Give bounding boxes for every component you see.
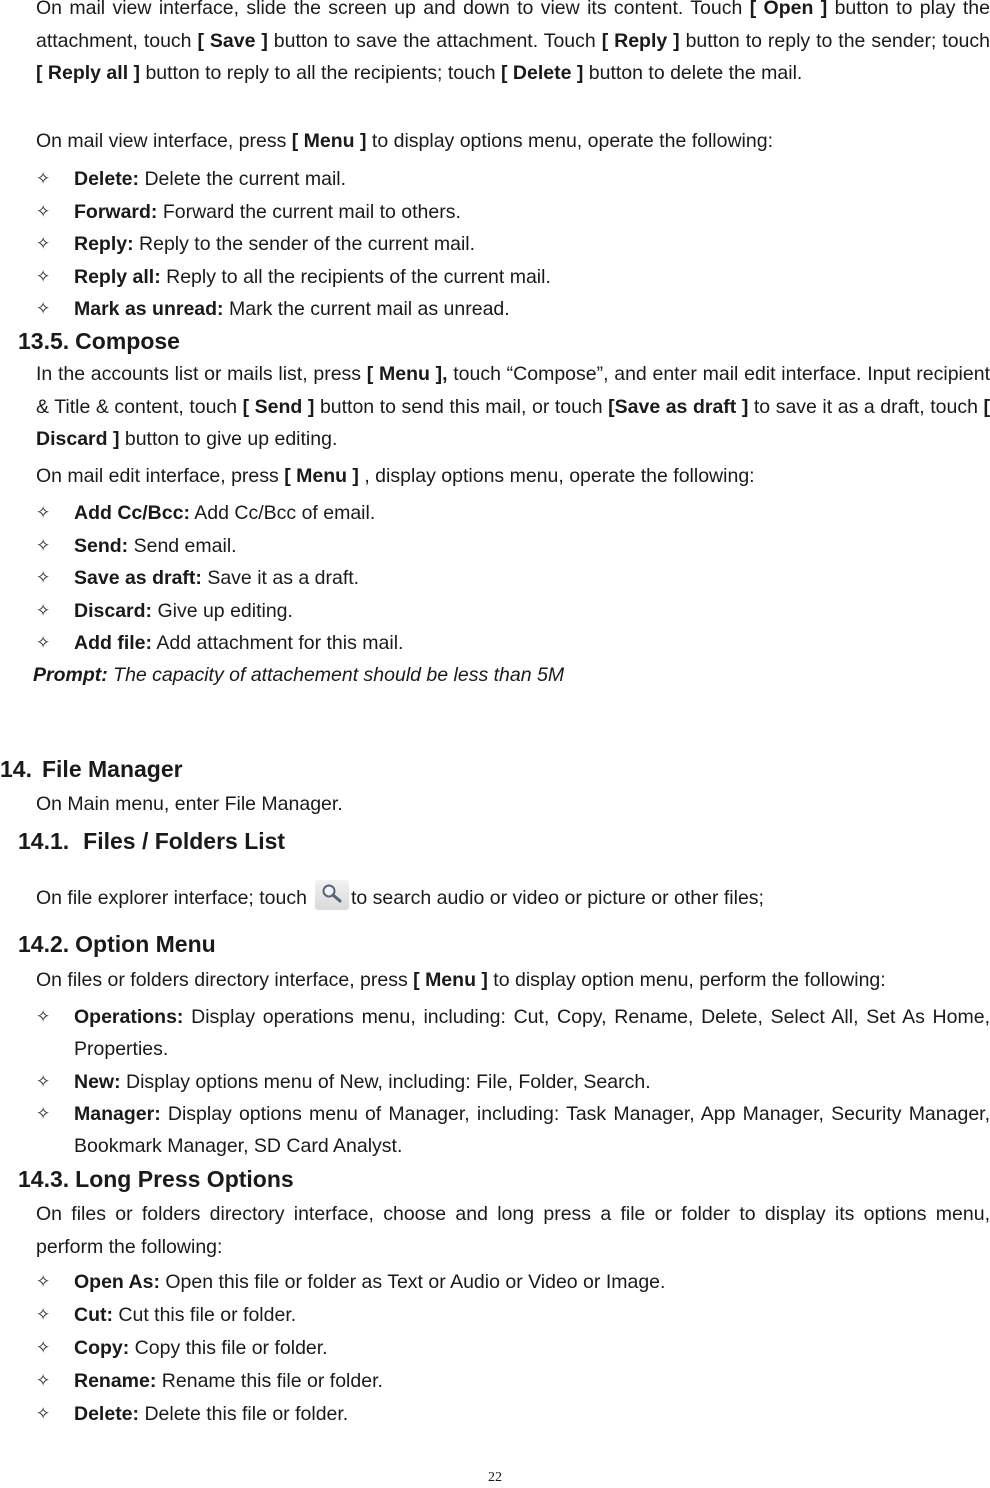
section-title: Option Menu bbox=[75, 931, 216, 957]
text-run: button to send this mail, or touch bbox=[314, 395, 609, 418]
list-item-text bbox=[74, 1066, 990, 1098]
list-item bbox=[36, 595, 990, 627]
list-item-term: Mark as unread: bbox=[74, 298, 224, 320]
bold-term: [ Send ] bbox=[242, 395, 315, 418]
list-item-text bbox=[74, 562, 990, 594]
option-menu-intro bbox=[36, 964, 886, 996]
list-item bbox=[36, 562, 990, 594]
list-item bbox=[36, 1266, 990, 1298]
list-item-text bbox=[74, 261, 990, 293]
menu-key: [ Menu ] bbox=[291, 130, 367, 152]
text-run: button to reply to all the recipients; touch bbox=[140, 62, 501, 84]
list-item-description: Open this file or folder as Text or Audio or Video or Image. bbox=[159, 1271, 666, 1293]
intro-text: On files or folders directory interface, press bbox=[36, 969, 414, 991]
list-item-description: Reply to all the recipients of the current mail. bbox=[160, 265, 551, 288]
diamond-bullet-icon: ✧ bbox=[36, 1104, 51, 1124]
list-item-text bbox=[74, 293, 990, 325]
instruction-text: On file explorer interface; touch bbox=[36, 887, 307, 909]
text-run: button to delete the mail. bbox=[583, 62, 803, 84]
bold-term: [Save as draft ] bbox=[608, 395, 749, 418]
long-press-intro: On files or folders directory interface, choose and long press a file or folder to display its options menu, perform the following: bbox=[36, 1203, 990, 1258]
list-item-description: Delete this file or folder. bbox=[139, 1403, 349, 1425]
list-item bbox=[36, 1066, 990, 1098]
mail-view-menu-intro bbox=[36, 125, 773, 157]
diamond-bullet-icon: ✧ bbox=[36, 1305, 51, 1325]
list-item-description: Give up editing. bbox=[152, 599, 293, 622]
intro-text: On mail view interface, press bbox=[36, 130, 292, 152]
prompt-label: Prompt: bbox=[33, 664, 108, 686]
list-item-text bbox=[74, 1398, 990, 1430]
text-run: button to play the attachment, touch bbox=[36, 0, 990, 52]
list-item bbox=[36, 163, 990, 195]
list-item-text bbox=[74, 163, 990, 195]
list-item bbox=[36, 497, 990, 529]
bold-term: [ Menu ], bbox=[366, 363, 448, 385]
list-item-text bbox=[74, 1332, 990, 1364]
text-run: to save it as a draft, touch bbox=[748, 395, 984, 418]
file-manager-intro: On Main menu, enter File Manager. bbox=[36, 793, 343, 815]
list-item-description: Add attachment for this mail. bbox=[152, 632, 404, 654]
list-item-term: Add Cc/Bcc: bbox=[74, 502, 190, 524]
chapter-number: 14. bbox=[0, 756, 32, 782]
compose-menu-intro bbox=[36, 460, 755, 492]
text-run: On mail view interface, slide the screen up and down to view its content. Touch bbox=[36, 0, 750, 19]
instruction-text-end: to search audio or video or picture or other files; bbox=[350, 887, 764, 909]
list-item-term: Cut: bbox=[74, 1304, 113, 1326]
chapter-heading-file-manager bbox=[0, 753, 183, 785]
page-number: 22 bbox=[488, 1470, 502, 1485]
section-title: Files / Folders List bbox=[83, 828, 286, 854]
bold-term: [ Discard ] bbox=[36, 395, 990, 450]
text-run: In the accounts list or mails list, press bbox=[36, 363, 367, 385]
section-heading-files-folders bbox=[18, 825, 285, 857]
bold-term: [ Open ] bbox=[749, 0, 828, 19]
intro-text-end: , display options menu, operate the following: bbox=[358, 465, 755, 487]
menu-key: [ Menu ] bbox=[284, 465, 359, 487]
files-list-instruction bbox=[36, 880, 764, 914]
list-item bbox=[36, 228, 990, 260]
list-item-term: Operations: bbox=[74, 1006, 184, 1028]
list-item-term: Manager: bbox=[74, 1103, 161, 1125]
list-item-term: Open As: bbox=[74, 1271, 160, 1293]
list-item-description: Reply to the sender of the current mail. bbox=[133, 233, 476, 255]
list-item-term: Rename: bbox=[74, 1370, 157, 1392]
list-item-term: Reply: bbox=[74, 233, 134, 255]
list-item bbox=[36, 1398, 990, 1430]
text-run: button to save the attachment. Touch bbox=[267, 29, 602, 52]
prompt-note bbox=[33, 659, 564, 691]
diamond-bullet-icon: ✧ bbox=[36, 1371, 51, 1391]
prompt-text: The capacity of attachement should be less than 5M bbox=[107, 664, 565, 686]
chapter-title: File Manager bbox=[41, 756, 183, 782]
diamond-bullet-icon: ✧ bbox=[36, 201, 51, 222]
list-item-description: Display options menu of New, including: File, Folder, Search. bbox=[120, 1071, 651, 1093]
bold-term: [ Save ] bbox=[197, 29, 268, 52]
list-item bbox=[36, 1299, 990, 1331]
diamond-bullet-icon: ✧ bbox=[36, 535, 51, 556]
list-item-text bbox=[74, 1001, 990, 1065]
list-item-term: Delete: bbox=[74, 168, 140, 190]
list-item-text bbox=[74, 530, 990, 562]
section-number: 14.3. bbox=[18, 1166, 70, 1192]
section-title: Compose bbox=[75, 328, 180, 354]
intro-text: On mail edit interface, press bbox=[36, 465, 285, 487]
list-item-description: Add Cc/Bcc of email. bbox=[189, 502, 376, 524]
diamond-bullet-icon: ✧ bbox=[36, 503, 51, 523]
bold-term: [ Delete ] bbox=[501, 62, 584, 84]
list-item-term: Discard: bbox=[74, 599, 153, 622]
list-item-term: Send: bbox=[74, 534, 129, 557]
list-item-text bbox=[74, 1098, 990, 1162]
list-item bbox=[36, 261, 990, 293]
list-item-description: Cut this file or folder. bbox=[112, 1304, 297, 1326]
text-run: touch “Compose”, and enter mail edit interface. Input recipient & Title & content, touch bbox=[36, 363, 990, 418]
list-item-description: Forward the current mail to others. bbox=[157, 200, 461, 223]
list-item-term: Add file: bbox=[74, 632, 152, 654]
list-item-description: Display operations menu, including: Cut, Copy, Rename, Delete, Select All, Set As Home, Properties. bbox=[74, 1006, 990, 1060]
diamond-bullet-icon: ✧ bbox=[36, 600, 51, 621]
list-item-text bbox=[74, 1299, 990, 1331]
list-item-description: Delete the current mail. bbox=[139, 168, 347, 190]
list-item-description: Copy this file or folder. bbox=[129, 1337, 328, 1359]
diamond-bullet-icon: ✧ bbox=[36, 1404, 51, 1424]
section-heading-long-press bbox=[18, 1163, 294, 1195]
list-item-term: Delete: bbox=[74, 1403, 140, 1425]
diamond-bullet-icon: ✧ bbox=[36, 1007, 51, 1027]
section-heading-compose bbox=[18, 325, 180, 357]
list-item bbox=[36, 530, 990, 562]
diamond-bullet-icon: ✧ bbox=[36, 266, 51, 287]
list-item bbox=[36, 1365, 990, 1397]
diamond-bullet-icon: ✧ bbox=[36, 1272, 51, 1292]
list-item bbox=[36, 1332, 990, 1364]
list-item-text bbox=[74, 595, 990, 627]
list-item-description: Mark the current mail as unread. bbox=[223, 298, 510, 320]
menu-key: [ Menu ] bbox=[413, 969, 488, 991]
list-item-term: Save as draft: bbox=[74, 567, 202, 589]
diamond-bullet-icon: ✧ bbox=[36, 568, 51, 588]
diamond-bullet-icon: ✧ bbox=[36, 234, 51, 254]
intro-text-end: to display options menu, operate the following: bbox=[366, 130, 774, 152]
compose-paragraph bbox=[36, 358, 990, 456]
diamond-bullet-icon: ✧ bbox=[36, 299, 51, 319]
list-item bbox=[36, 627, 990, 659]
list-item bbox=[36, 1001, 990, 1065]
list-item-text bbox=[74, 497, 990, 529]
text-run: button to reply to the sender; touch bbox=[679, 29, 990, 52]
diamond-bullet-icon: ✧ bbox=[36, 1072, 51, 1092]
list-item bbox=[36, 196, 990, 228]
list-item-text bbox=[74, 1266, 990, 1298]
bold-term: [ Reply all ] bbox=[36, 62, 141, 84]
list-item-description: Send email. bbox=[128, 534, 237, 557]
list-item-term: Copy: bbox=[74, 1337, 130, 1359]
list-item-description: Rename this file or folder. bbox=[156, 1370, 383, 1392]
list-item-term: New: bbox=[74, 1071, 121, 1093]
section-heading-option-menu bbox=[18, 928, 216, 960]
list-item-text bbox=[74, 196, 990, 228]
section-number: 14.1. bbox=[18, 828, 70, 854]
list-item-description: Save it as a draft. bbox=[201, 567, 360, 589]
text-run: button to give up editing. bbox=[119, 428, 338, 450]
list-item-text bbox=[74, 1365, 990, 1397]
list-item bbox=[36, 1098, 990, 1162]
list-item-text bbox=[74, 228, 990, 260]
intro-text-end: to display option menu, perform the following: bbox=[487, 969, 886, 991]
list-item-term: Reply all: bbox=[74, 265, 161, 288]
diamond-bullet-icon: ✧ bbox=[36, 169, 51, 189]
diamond-bullet-icon: ✧ bbox=[36, 633, 51, 653]
search-icon[interactable] bbox=[315, 880, 349, 910]
section-number: 14.2. bbox=[18, 931, 70, 957]
list-item-term: Forward: bbox=[74, 200, 158, 223]
list-item bbox=[36, 293, 990, 325]
section-title: Long Press Options bbox=[75, 1166, 294, 1192]
bold-term: [ Reply ] bbox=[601, 29, 680, 52]
list-item-text bbox=[74, 627, 990, 659]
section-number: 13.5. bbox=[18, 328, 70, 354]
diamond-bullet-icon: ✧ bbox=[36, 1338, 51, 1358]
mail-view-paragraph bbox=[36, 0, 990, 90]
list-item-description: Display options menu of Manager, including: Task Manager, App Manager, Security Manager, Bookmark Manager, SD Card Analyst. bbox=[74, 1103, 990, 1157]
